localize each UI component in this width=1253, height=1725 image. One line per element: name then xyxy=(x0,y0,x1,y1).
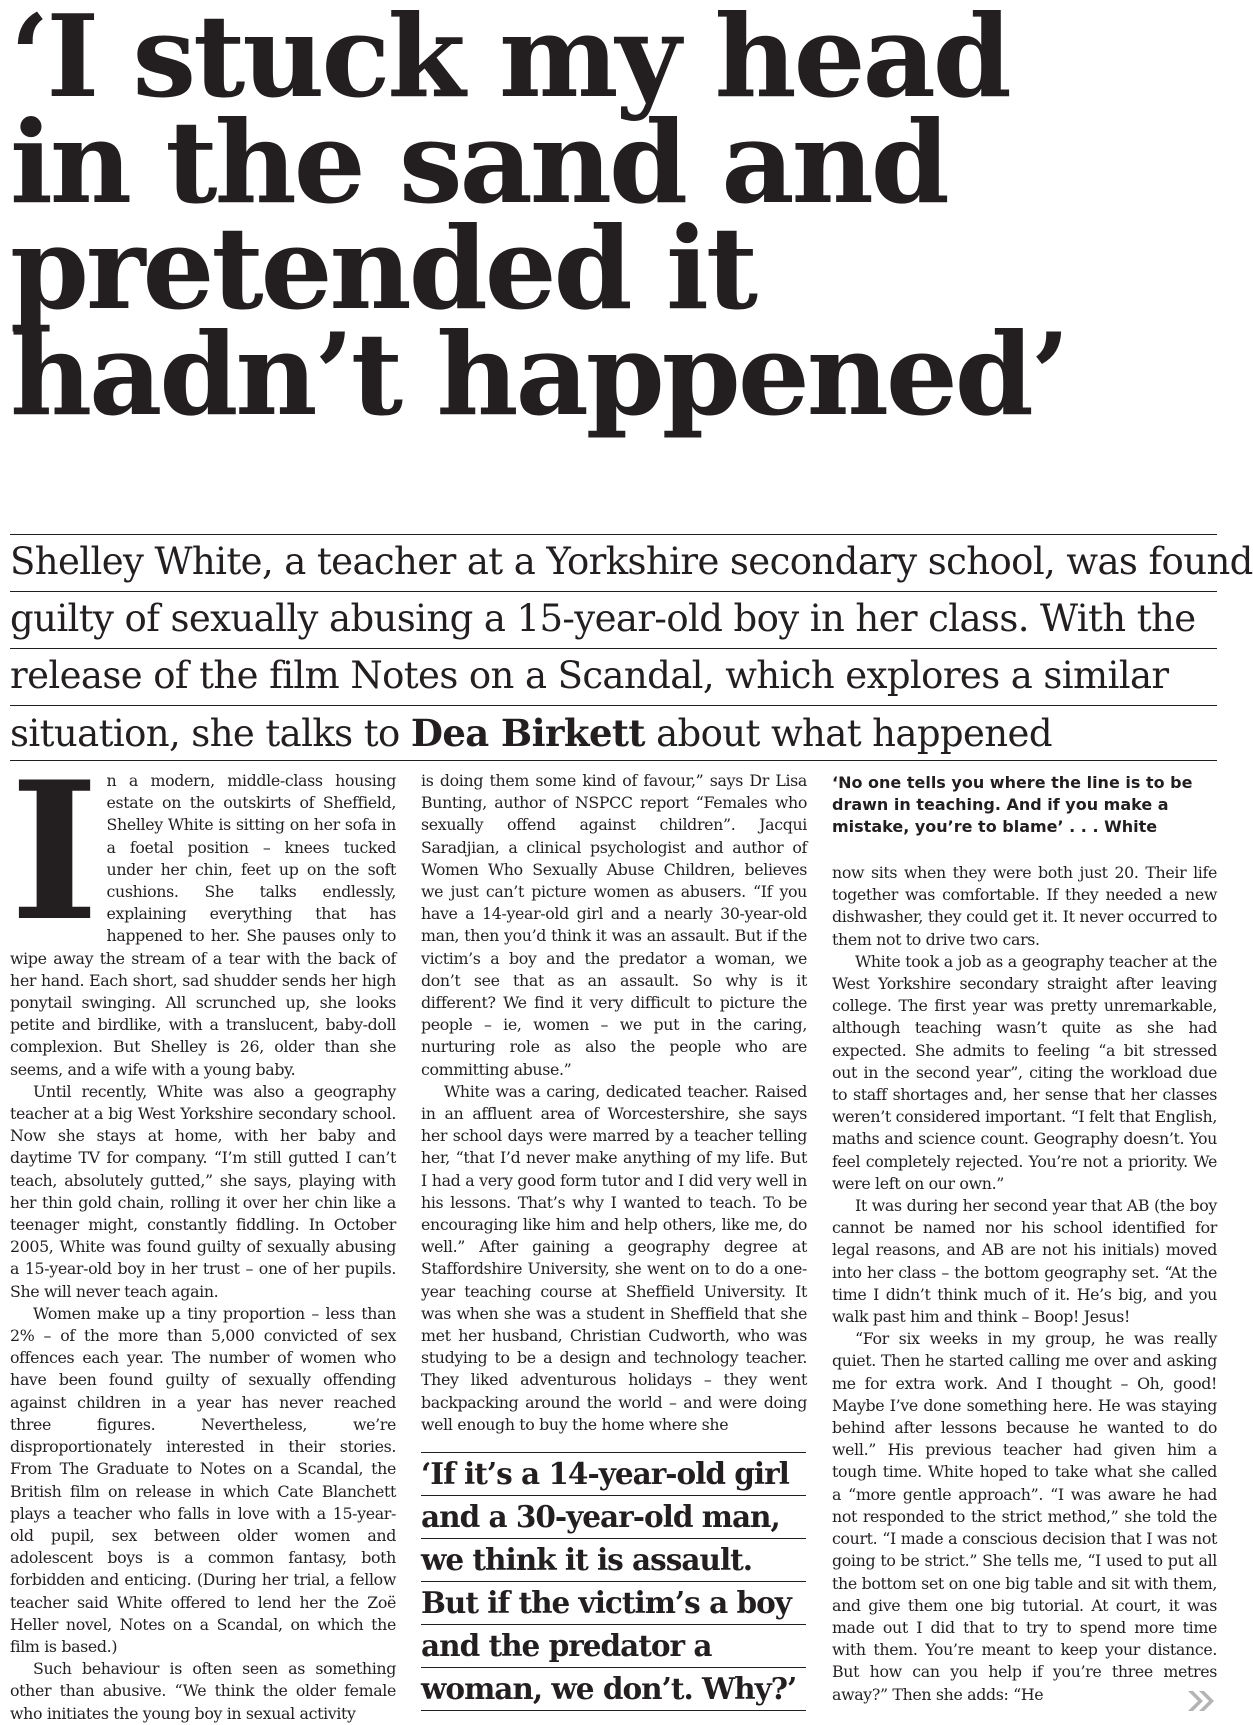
headline-line: ‘I stuck my head xyxy=(10,0,1009,123)
article-paragraph: Until recently, White was also a geography teacher at a big West Yorkshire secondary school. Now she stays at home, with her baby and daytime TV for company. “I’m still gutted I can’t teach, absolutely gutted,” she says, playing with her thin gold chain, rolling it over her chin like a teenager might, constantly fiddling. In October 2005, White was found guilty of sexually abusing a 15-year-old boy in her trust – one of her pupils. She will never teach again. xyxy=(10,1081,396,1301)
article-paragraph xyxy=(10,740,396,1081)
headline-line: in the sand and xyxy=(10,96,947,229)
article-column-1 xyxy=(10,740,396,1723)
headline-line: hadn’t happened’ xyxy=(10,308,1068,441)
standfirst-line-byline xyxy=(10,705,1217,761)
article-paragraph: White was a caring, dedicated teacher. Raised in an affluent area of Worcestershire, she says her school days were marred by a teacher telling her, “that I’d never make anything of my life. But I had a very good form tutor and I did very well in his lessons. That’s why I wanted to teach. To be encouraging like him and help others, like me, do well.” After gaining a geography degree at Staffordshire University, she went on to do a one-year teaching course at Sheffield University. It was when she was a student in Sheffield that she met her husband, Christian Cudworth, who was studying to be a design and technology teacher. They liked adventurous holidays – they went backpacking around the world – and were doing well enough to buy the home where she xyxy=(421,1081,807,1434)
paragraph-text: n a modern, middle-class housing estate on the outskirts of Sheffield, Shelley White is sitting on her sofa in a foetal position – knees tucked under her chin, feet up on the soft cushions. She talks endlessly, explaining everything that has happened to her. She pauses only to wipe away the stream of a tear with the back of her hand. Each short, sad shudder sends her high ponytail swinging. All scrunched up, she looks petite and birdlike, with a translucent, baby-doll complexion. But Shelley is 26, older than she seems, and a wife with a young baby. xyxy=(10,771,396,1079)
article-paragraph: White took a job as a geography teacher at the West Yorkshire secondary straight after leaving college. The first year was pretty unremarkable, although teaching wasn’t quite as she had expected. She admits to feeling “a bit stressed out in the second year”, citing the workload due to staff shortages and, her sense that her classes weren’t considered important. “I felt that English, maths and science count. Geography doesn’t. You feel completely rejected. You’re not a priority. We were left on our own.” xyxy=(832,951,1217,1193)
caption-quote: ‘No one tells you where the line is to be drawn in teaching. And if you make a mistake, you’re to blame’ . . . White xyxy=(832,773,1193,836)
pull-quote-line: ‘If it’s a 14-year-old girl xyxy=(421,1452,806,1495)
pull-quote-line: and a 30-year-old man, xyxy=(421,1495,806,1538)
article-paragraph: now sits when they were both just 20. Their life together was comfortable. If they needed a new dishwasher, they could get it. It never occurred to them not to drive two cars. xyxy=(832,863,1217,949)
article-paragraph: Women make up a tiny proportion – less than 2% – of the more than 5,000 convicted of sex offences each year. The number of women who have been found guilty of sexually offending against children in a year has never reached three figures. Nevertheless, we’re disproportionately interested in their stories. From The Graduate to Notes on a Scandal, the British film on release in which Cate Blanchett plays a teacher who falls in love with a 15-year-old pupil, sex between older women and adolescent boys is a common fantasy, both forbidden and enticing. (During her trial, a fellow teacher said White offered to lend her the Zoë Heller novel, Notes on a Scandal, on which the film is based.) xyxy=(10,1303,396,1656)
double-chevron-right-icon xyxy=(1186,1690,1216,1712)
article-column-3 xyxy=(832,862,1217,1712)
author-name: Dea Birkett xyxy=(410,711,645,755)
standfirst-text: about what happened xyxy=(644,712,1052,755)
standfirst-text: situation, she talks to xyxy=(10,712,411,755)
article-paragraph: Such behaviour is often seen as something other than abusive. “We think the older female who initiates the young boy in sexual activity xyxy=(10,1659,396,1723)
standfirst-line: Shelley White, a teacher at a Yorkshire secondary school, was found xyxy=(10,534,1217,591)
standfirst-line: guilty of sexually abusing a 15-year-old boy in her class. With the xyxy=(10,591,1217,648)
pull-quote xyxy=(421,1452,806,1711)
standfirst xyxy=(10,534,1253,761)
article-paragraph: is doing them some kind of favour,” says Dr Lisa Bunting, author of NSPCC report “Females who sexually offend against children”. Jacqui Saradjian, a clinical psychologist and author of Women Who Sexually Abuse Children, believes we just can’t picture women as abusers. “If you have a 14-year-old girl and a nearly 30-year-old man, then you’d think it was an assault. But if the victim’s a boy and the predator a woman, we don’t see that as an assault. So why is it different? We find it very difficult to picture the people – ie, women – we put in the caring, nurturing role as also the people who are committing abuse.” xyxy=(421,771,807,1079)
standfirst-line: release of the film Notes on a Scandal, which explores a similar xyxy=(10,648,1217,705)
pull-quote-line: we think it is assault. xyxy=(421,1538,806,1581)
article-paragraph: It was during her second year that AB (the boy cannot be named nor his school identified for legal reasons, and AB are not his initials) moved into her class – the bottom geography set. “At the time I didn’t think much of it. He’s big, and you walk past him and think – Boop! Jesus! xyxy=(832,1196,1217,1327)
article-column-2 xyxy=(421,770,807,1434)
headline-line: pretended it xyxy=(10,202,756,335)
pull-quote-line: woman, we don’t. Why?’ xyxy=(421,1667,806,1711)
headline xyxy=(10,0,1068,441)
drop-cap: I xyxy=(10,740,99,963)
pull-quote-line: and the predator a xyxy=(421,1624,806,1667)
pull-quote-line: But if the victim’s a boy xyxy=(421,1581,806,1624)
article-paragraph: “For six weeks in my group, he was really quiet. Then he started calling me over and asking me for extra work. And I thought – Oh, good! Maybe I’ve done something here. He was staying behind after lessons because he wanted to do well.” His previous teacher had given him a tough time. White hoped to take what she called a “more gentle approach”. “I was aware he had not responded to the strict method,” she told the court. “I made a conscious decision that I was not going to be strict.” She tells me, “I used to put all the bottom set on one big table and sit with them, and give them one big tutorial. At court, it was made out I did that to try to spend more time with them. You’re meant to keep your distance. But how can you help if you’re three metres away?” Then she adds: “He xyxy=(832,1329,1217,1704)
